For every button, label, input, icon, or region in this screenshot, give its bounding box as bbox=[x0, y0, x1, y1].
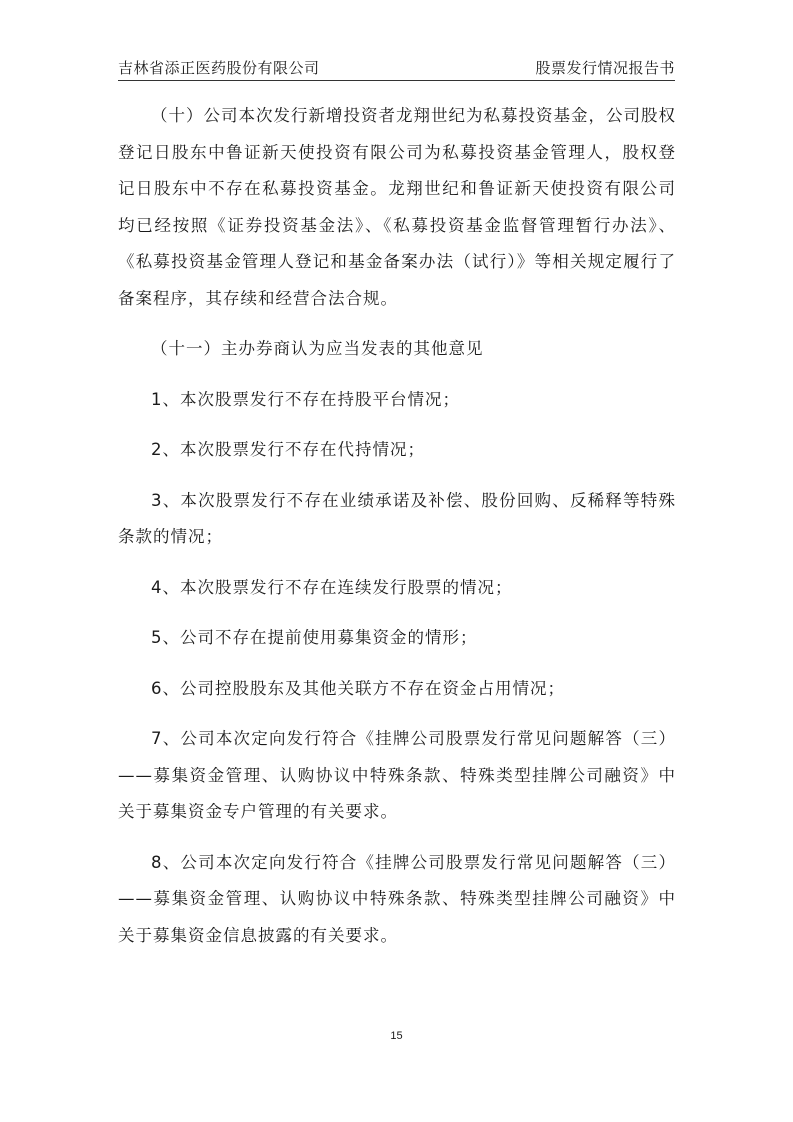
list-item-5: 5、公司不存在提前使用募集资金的情形； bbox=[151, 628, 478, 647]
list-item-4: 4、本次股票发行不存在连续发行股票的情况； bbox=[151, 577, 513, 597]
page-header bbox=[118, 58, 675, 81]
paragraph-private-fund: （十）公司本次发行新增投资者龙翔世纪为私募投资基金，公司股权登记日股东中鲁证新天使投资有限公司为私募投资基金管理人，股权登记日股东中不存在私募投资基金。龙翔世纪和鲁证新天使投资有限公司均已经按照《证券投资基金法》、《私募投资基金监督管理暂行办法》、《私募投资基金管理人登记和基金备案办法（试行）》等相关规定履行了备案程序，其存续和经营合法合规。 bbox=[118, 106, 676, 308]
section-heading-other-opinions: （十一）主办券商认为应当发表的其他意见 bbox=[151, 339, 484, 358]
header-report-title: 股票发行情况报告书 bbox=[535, 59, 675, 77]
list-item-3: 3、本次股票发行不存在业绩承诺及补偿、股份回购、反稀释等特殊条款的情况； bbox=[118, 490, 676, 546]
list-item-7: 7、公司本次定向发行符合《挂牌公司股票发行常见问题解答（三）——募集资金管理、认购协议中特殊条款、特殊类型挂牌公司融资》中关于募集资金专户管理的有关要求。 bbox=[118, 729, 676, 821]
header-company-name: 吉林省添正医药股份有限公司 bbox=[118, 59, 320, 77]
list-item-6: 6、公司控股股东及其他关联方不存在资金占用情况； bbox=[151, 678, 565, 698]
list-item-2: 2、本次股票发行不存在代持情况； bbox=[151, 440, 425, 459]
list-item-8: 8、公司本次定向发行符合《挂牌公司股票发行常见问题解答（三）——募集资金管理、认购协议中特殊条款、特殊类型挂牌公司融资》中关于募集资金信息披露的有关要求。 bbox=[118, 852, 676, 945]
page-number: 15 bbox=[390, 1030, 403, 1042]
document-body bbox=[118, 98, 676, 954]
list-item-1: 1、本次股票发行不存在持股平台情况； bbox=[151, 389, 460, 409]
